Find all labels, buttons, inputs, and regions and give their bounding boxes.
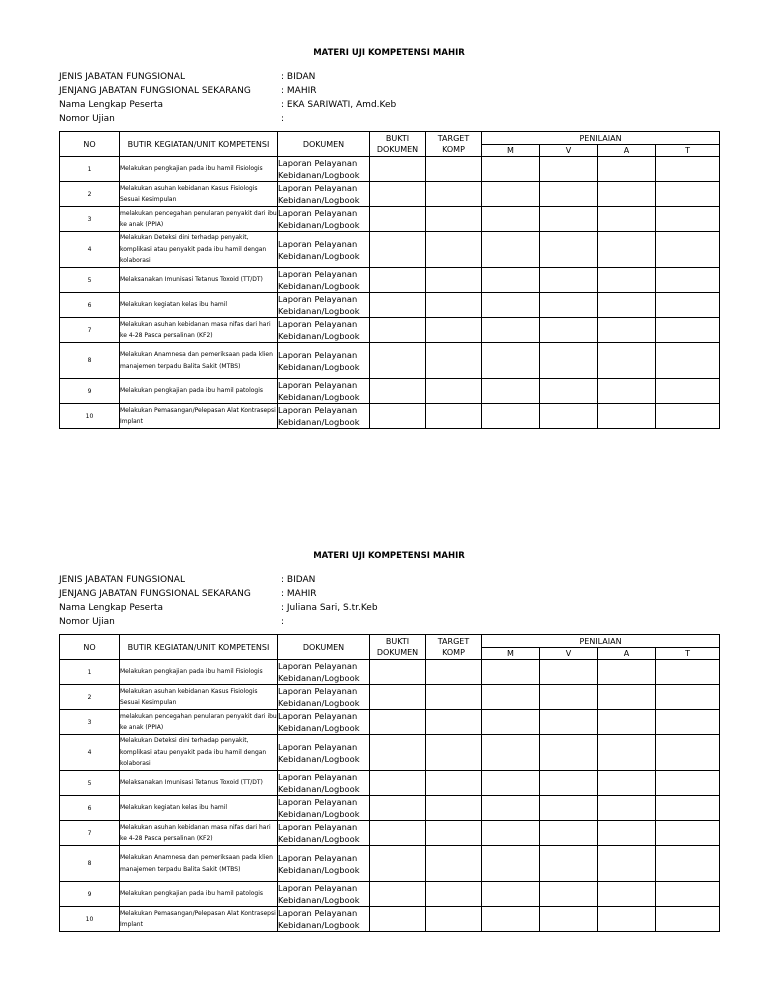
row-dokumen: Laporan Pelayanan Kebidanan/Logbook	[278, 660, 370, 685]
row-dokumen: Laporan Pelayanan Kebidanan/Logbook	[278, 379, 370, 404]
header-v: V	[540, 648, 598, 660]
table-row	[60, 404, 720, 429]
cell-target-komp[interactable]	[426, 907, 482, 932]
row-butir-kegiatan: Melakukan pengkajian pada ibu hamil patologis	[120, 882, 278, 907]
cell-target-komp[interactable]	[426, 735, 482, 771]
cell-bukti-dokumen[interactable]	[370, 157, 426, 182]
cell-m[interactable]	[482, 404, 540, 429]
cell-bukti-dokumen[interactable]	[370, 182, 426, 207]
row-butir-kegiatan: Melaksanakan Imunisasi Tetanus Toxoid (TT/DT)	[120, 268, 278, 293]
cell-bukti-dokumen[interactable]	[370, 710, 426, 735]
table-row	[60, 735, 720, 771]
row-butir-kegiatan: Melakukan Pemasangan/Pelepasan Alat Kontrasepsi Implant	[120, 404, 278, 429]
cell-a[interactable]	[598, 343, 656, 379]
table-row	[60, 771, 720, 796]
assessment-form-1	[59, 46, 719, 429]
cell-a[interactable]	[598, 318, 656, 343]
cell-target-komp[interactable]	[426, 882, 482, 907]
row-butir-kegiatan: Melaksanakan Imunisasi Tetanus Toxoid (TT/DT)	[120, 771, 278, 796]
cell-m[interactable]	[482, 293, 540, 318]
cell-m[interactable]	[482, 882, 540, 907]
cell-bukti-dokumen[interactable]	[370, 796, 426, 821]
cell-t[interactable]	[656, 821, 720, 846]
header-a: A	[598, 145, 656, 157]
row-number: 10	[60, 404, 120, 429]
header-no: NO	[60, 635, 120, 660]
row-butir-kegiatan: Melakukan Anamnesa dan pemeriksaan pada klien manajemen terpadu Balita Sakit (MTBS)	[120, 846, 278, 882]
cell-a[interactable]	[598, 404, 656, 429]
cell-t[interactable]	[656, 207, 720, 232]
row-number: 9	[60, 379, 120, 404]
cell-a[interactable]	[598, 771, 656, 796]
cell-target-komp[interactable]	[426, 404, 482, 429]
table-row	[60, 710, 720, 735]
header-target-komp: TARGET KOMP	[426, 132, 482, 157]
cell-bukti-dokumen[interactable]	[370, 404, 426, 429]
cell-m[interactable]	[482, 157, 540, 182]
cell-bukti-dokumen[interactable]	[370, 318, 426, 343]
cell-m[interactable]	[482, 268, 540, 293]
cell-a[interactable]	[598, 293, 656, 318]
cell-t[interactable]	[656, 882, 720, 907]
info-value: : Juliana Sari, S.tr.Keb	[281, 603, 378, 613]
cell-v[interactable]	[540, 710, 598, 735]
table-row	[60, 796, 720, 821]
row-number: 4	[60, 735, 120, 771]
header-bukti-dokumen: BUKTI DOKUMEN	[370, 132, 426, 157]
table-row	[60, 907, 720, 932]
row-butir-kegiatan: Melakukan kegiatan kelas ibu hamil	[120, 293, 278, 318]
cell-target-komp[interactable]	[426, 685, 482, 710]
cell-v[interactable]	[540, 379, 598, 404]
header-dokumen: DOKUMEN	[278, 132, 370, 157]
row-number: 1	[60, 660, 120, 685]
info-value: : MAHIR	[281, 86, 317, 96]
header-penilaian: PENILAIAN	[482, 132, 720, 145]
cell-t[interactable]	[656, 379, 720, 404]
row-number: 3	[60, 207, 120, 232]
cell-v[interactable]	[540, 232, 598, 268]
table-row	[60, 343, 720, 379]
cell-t[interactable]	[656, 182, 720, 207]
row-dokumen: Laporan Pelayanan Kebidanan/Logbook	[278, 157, 370, 182]
cell-m[interactable]	[482, 343, 540, 379]
cell-a[interactable]	[598, 379, 656, 404]
competency-table	[59, 634, 720, 932]
info-value: : BIDAN	[281, 575, 316, 585]
cell-a[interactable]	[598, 232, 656, 268]
cell-a[interactable]	[598, 796, 656, 821]
row-number: 9	[60, 882, 120, 907]
cell-v[interactable]	[540, 907, 598, 932]
cell-target-komp[interactable]	[426, 771, 482, 796]
row-number: 6	[60, 293, 120, 318]
cell-bukti-dokumen[interactable]	[370, 660, 426, 685]
cell-a[interactable]	[598, 182, 656, 207]
row-number: 10	[60, 907, 120, 932]
cell-m[interactable]	[482, 846, 540, 882]
cell-target-komp[interactable]	[426, 293, 482, 318]
cell-v[interactable]	[540, 404, 598, 429]
row-butir-kegiatan: melakukan pencegahan penularan penyakit dari ibu ke anak (PPIA)	[120, 710, 278, 735]
row-dokumen: Laporan Pelayanan Kebidanan/Logbook	[278, 404, 370, 429]
header-no: NO	[60, 132, 120, 157]
header-row	[60, 132, 720, 145]
table-row	[60, 660, 720, 685]
cell-t[interactable]	[656, 293, 720, 318]
row-butir-kegiatan: melakukan pencegahan penularan penyakit dari ibu ke anak (PPIA)	[120, 207, 278, 232]
row-dokumen: Laporan Pelayanan Kebidanan/Logbook	[278, 232, 370, 268]
info-label: JENIS JABATAN FUNGSIONAL	[59, 575, 185, 585]
header-dokumen: DOKUMEN	[278, 635, 370, 660]
cell-t[interactable]	[656, 157, 720, 182]
cell-v[interactable]	[540, 882, 598, 907]
cell-a[interactable]	[598, 846, 656, 882]
cell-a[interactable]	[598, 735, 656, 771]
row-dokumen: Laporan Pelayanan Kebidanan/Logbook	[278, 735, 370, 771]
cell-bukti-dokumen[interactable]	[370, 846, 426, 882]
row-number: 4	[60, 232, 120, 268]
row-number: 7	[60, 821, 120, 846]
table-row	[60, 318, 720, 343]
cell-t[interactable]	[656, 771, 720, 796]
cell-bukti-dokumen[interactable]	[370, 821, 426, 846]
info-row	[59, 84, 719, 98]
row-butir-kegiatan: Melakukan asuhan kebidanan masa nifas dari hari ke 4-28 Pasca persalinan (KF2)	[120, 318, 278, 343]
info-row	[59, 112, 719, 126]
info-label: JENJANG JABATAN FUNGSIONAL SEKARANG	[59, 86, 251, 96]
cell-m[interactable]	[482, 207, 540, 232]
table-row	[60, 157, 720, 182]
cell-t[interactable]	[656, 796, 720, 821]
cell-bukti-dokumen[interactable]	[370, 907, 426, 932]
row-number: 3	[60, 710, 120, 735]
cell-bukti-dokumen[interactable]	[370, 232, 426, 268]
row-butir-kegiatan: Melakukan asuhan kebidanan masa nifas dari hari ke 4-28 Pasca persalinan (KF2)	[120, 821, 278, 846]
cell-v[interactable]	[540, 821, 598, 846]
cell-t[interactable]	[656, 846, 720, 882]
info-value: : EKA SARIWATI, Amd.Keb	[281, 100, 397, 110]
header-penilaian: PENILAIAN	[482, 635, 720, 648]
cell-target-komp[interactable]	[426, 846, 482, 882]
cell-m[interactable]	[482, 907, 540, 932]
row-butir-kegiatan: Melakukan pengkajian pada ibu hamil Fisiologis	[120, 157, 278, 182]
cell-v[interactable]	[540, 182, 598, 207]
row-dokumen: Laporan Pelayanan Kebidanan/Logbook	[278, 882, 370, 907]
row-dokumen: Laporan Pelayanan Kebidanan/Logbook	[278, 182, 370, 207]
info-label: Nomor Ujian	[59, 617, 115, 627]
row-number: 8	[60, 343, 120, 379]
header-butir-kegiatan: BUTIR KEGIATAN/UNIT KOMPETENSI	[120, 635, 278, 660]
cell-v[interactable]	[540, 735, 598, 771]
cell-t[interactable]	[656, 318, 720, 343]
cell-target-komp[interactable]	[426, 232, 482, 268]
cell-bukti-dokumen[interactable]	[370, 735, 426, 771]
row-dokumen: Laporan Pelayanan Kebidanan/Logbook	[278, 318, 370, 343]
cell-m[interactable]	[482, 182, 540, 207]
table-row	[60, 182, 720, 207]
cell-m[interactable]	[482, 685, 540, 710]
cell-m[interactable]	[482, 821, 540, 846]
row-dokumen: Laporan Pelayanan Kebidanan/Logbook	[278, 685, 370, 710]
cell-bukti-dokumen[interactable]	[370, 685, 426, 710]
cell-t[interactable]	[656, 268, 720, 293]
row-number: 5	[60, 771, 120, 796]
row-butir-kegiatan: Melakukan Deteksi dini terhadap penyakit, komplikasi atau penyakit pada ibu hamil dengan kolaborasi	[120, 735, 278, 771]
row-dokumen: Laporan Pelayanan Kebidanan/Logbook	[278, 771, 370, 796]
cell-bukti-dokumen[interactable]	[370, 343, 426, 379]
cell-target-komp[interactable]	[426, 379, 482, 404]
header-row	[60, 635, 720, 648]
cell-target-komp[interactable]	[426, 268, 482, 293]
cell-target-komp[interactable]	[426, 207, 482, 232]
form-title: MATERI UJI KOMPETENSI MAHIR	[313, 551, 465, 561]
row-number: 5	[60, 268, 120, 293]
cell-bukti-dokumen[interactable]	[370, 771, 426, 796]
cell-a[interactable]	[598, 268, 656, 293]
info-label: JENJANG JABATAN FUNGSIONAL SEKARANG	[59, 589, 251, 599]
table-row	[60, 882, 720, 907]
cell-v[interactable]	[540, 157, 598, 182]
row-dokumen: Laporan Pelayanan Kebidanan/Logbook	[278, 846, 370, 882]
cell-t[interactable]	[656, 907, 720, 932]
cell-target-komp[interactable]	[426, 157, 482, 182]
cell-v[interactable]	[540, 318, 598, 343]
row-dokumen: Laporan Pelayanan Kebidanan/Logbook	[278, 710, 370, 735]
cell-v[interactable]	[540, 268, 598, 293]
row-butir-kegiatan: Melakukan pengkajian pada ibu hamil patologis	[120, 379, 278, 404]
cell-m[interactable]	[482, 660, 540, 685]
info-value: : MAHIR	[281, 589, 317, 599]
cell-v[interactable]	[540, 846, 598, 882]
row-number: 8	[60, 846, 120, 882]
table-row	[60, 207, 720, 232]
cell-t[interactable]	[656, 735, 720, 771]
info-value: : BIDAN	[281, 72, 316, 82]
info-row	[59, 587, 719, 601]
header-a: A	[598, 648, 656, 660]
cell-m[interactable]	[482, 735, 540, 771]
cell-v[interactable]	[540, 771, 598, 796]
row-number: 2	[60, 685, 120, 710]
header-bukti-dokumen: BUKTI DOKUMEN	[370, 635, 426, 660]
info-label: Nama Lengkap Peserta	[59, 603, 163, 613]
row-dokumen: Laporan Pelayanan Kebidanan/Logbook	[278, 293, 370, 318]
cell-target-komp[interactable]	[426, 660, 482, 685]
table-row	[60, 268, 720, 293]
row-dokumen: Laporan Pelayanan Kebidanan/Logbook	[278, 343, 370, 379]
cell-m[interactable]	[482, 710, 540, 735]
cell-v[interactable]	[540, 796, 598, 821]
cell-bukti-dokumen[interactable]	[370, 882, 426, 907]
info-value: :	[281, 114, 285, 124]
info-row	[59, 70, 719, 84]
table-row	[60, 821, 720, 846]
row-number: 6	[60, 796, 120, 821]
cell-a[interactable]	[598, 660, 656, 685]
table-row	[60, 232, 720, 268]
cell-a[interactable]	[598, 821, 656, 846]
table-row	[60, 685, 720, 710]
cell-m[interactable]	[482, 232, 540, 268]
row-dokumen: Laporan Pelayanan Kebidanan/Logbook	[278, 821, 370, 846]
row-butir-kegiatan: Melakukan asuhan kebidanan Kasus Fisiologis Sesuai Kesimpulan	[120, 182, 278, 207]
cell-t[interactable]	[656, 343, 720, 379]
cell-m[interactable]	[482, 771, 540, 796]
cell-t[interactable]	[656, 404, 720, 429]
info-label: Nama Lengkap Peserta	[59, 100, 163, 110]
cell-target-komp[interactable]	[426, 182, 482, 207]
cell-bukti-dokumen[interactable]	[370, 379, 426, 404]
participant-info	[59, 573, 719, 629]
row-butir-kegiatan: Melakukan Anamnesa dan pemeriksaan pada klien manajemen terpadu Balita Sakit (MTBS)	[120, 343, 278, 379]
table-row	[60, 293, 720, 318]
row-butir-kegiatan: Melakukan asuhan kebidanan Kasus Fisiologis Sesuai Kesimpulan	[120, 685, 278, 710]
cell-target-komp[interactable]	[426, 343, 482, 379]
row-butir-kegiatan: Melakukan pengkajian pada ibu hamil Fisiologis	[120, 660, 278, 685]
row-number: 7	[60, 318, 120, 343]
header-target-komp: TARGET KOMP	[426, 635, 482, 660]
header-butir-kegiatan: BUTIR KEGIATAN/UNIT KOMPETENSI	[120, 132, 278, 157]
cell-a[interactable]	[598, 685, 656, 710]
row-dokumen: Laporan Pelayanan Kebidanan/Logbook	[278, 907, 370, 932]
row-number: 2	[60, 182, 120, 207]
header-m: M	[482, 145, 540, 157]
cell-target-komp[interactable]	[426, 796, 482, 821]
info-value: :	[281, 617, 285, 627]
info-row	[59, 98, 719, 112]
cell-t[interactable]	[656, 710, 720, 735]
cell-a[interactable]	[598, 710, 656, 735]
cell-bukti-dokumen[interactable]	[370, 207, 426, 232]
cell-m[interactable]	[482, 379, 540, 404]
assessment-form-2	[59, 549, 719, 932]
cell-target-komp[interactable]	[426, 821, 482, 846]
row-number: 1	[60, 157, 120, 182]
header-t: T	[656, 145, 720, 157]
row-butir-kegiatan: Melakukan Pemasangan/Pelepasan Alat Kontrasepsi Implant	[120, 907, 278, 932]
row-dokumen: Laporan Pelayanan Kebidanan/Logbook	[278, 207, 370, 232]
cell-m[interactable]	[482, 318, 540, 343]
row-dokumen: Laporan Pelayanan Kebidanan/Logbook	[278, 268, 370, 293]
table-row	[60, 379, 720, 404]
cell-v[interactable]	[540, 293, 598, 318]
cell-a[interactable]	[598, 882, 656, 907]
cell-t[interactable]	[656, 660, 720, 685]
cell-target-komp[interactable]	[426, 710, 482, 735]
row-dokumen: Laporan Pelayanan Kebidanan/Logbook	[278, 796, 370, 821]
cell-bukti-dokumen[interactable]	[370, 293, 426, 318]
cell-a[interactable]	[598, 157, 656, 182]
info-row	[59, 615, 719, 629]
cell-bukti-dokumen[interactable]	[370, 268, 426, 293]
header-v: V	[540, 145, 598, 157]
cell-target-komp[interactable]	[426, 318, 482, 343]
cell-t[interactable]	[656, 685, 720, 710]
participant-info	[59, 70, 719, 126]
form-title: MATERI UJI KOMPETENSI MAHIR	[313, 48, 465, 58]
info-row	[59, 601, 719, 615]
row-butir-kegiatan: Melakukan Deteksi dini terhadap penyakit, komplikasi atau penyakit pada ibu hamil dengan kolaborasi	[120, 232, 278, 268]
cell-a[interactable]	[598, 207, 656, 232]
cell-v[interactable]	[540, 207, 598, 232]
row-butir-kegiatan: Melakukan kegiatan kelas ibu hamil	[120, 796, 278, 821]
cell-a[interactable]	[598, 907, 656, 932]
cell-v[interactable]	[540, 343, 598, 379]
info-label: JENIS JABATAN FUNGSIONAL	[59, 72, 185, 82]
header-t: T	[656, 648, 720, 660]
cell-m[interactable]	[482, 796, 540, 821]
header-m: M	[482, 648, 540, 660]
info-label: Nomor Ujian	[59, 114, 115, 124]
cell-v[interactable]	[540, 660, 598, 685]
cell-t[interactable]	[656, 232, 720, 268]
competency-table	[59, 131, 720, 429]
table-row	[60, 846, 720, 882]
info-row	[59, 573, 719, 587]
cell-v[interactable]	[540, 685, 598, 710]
